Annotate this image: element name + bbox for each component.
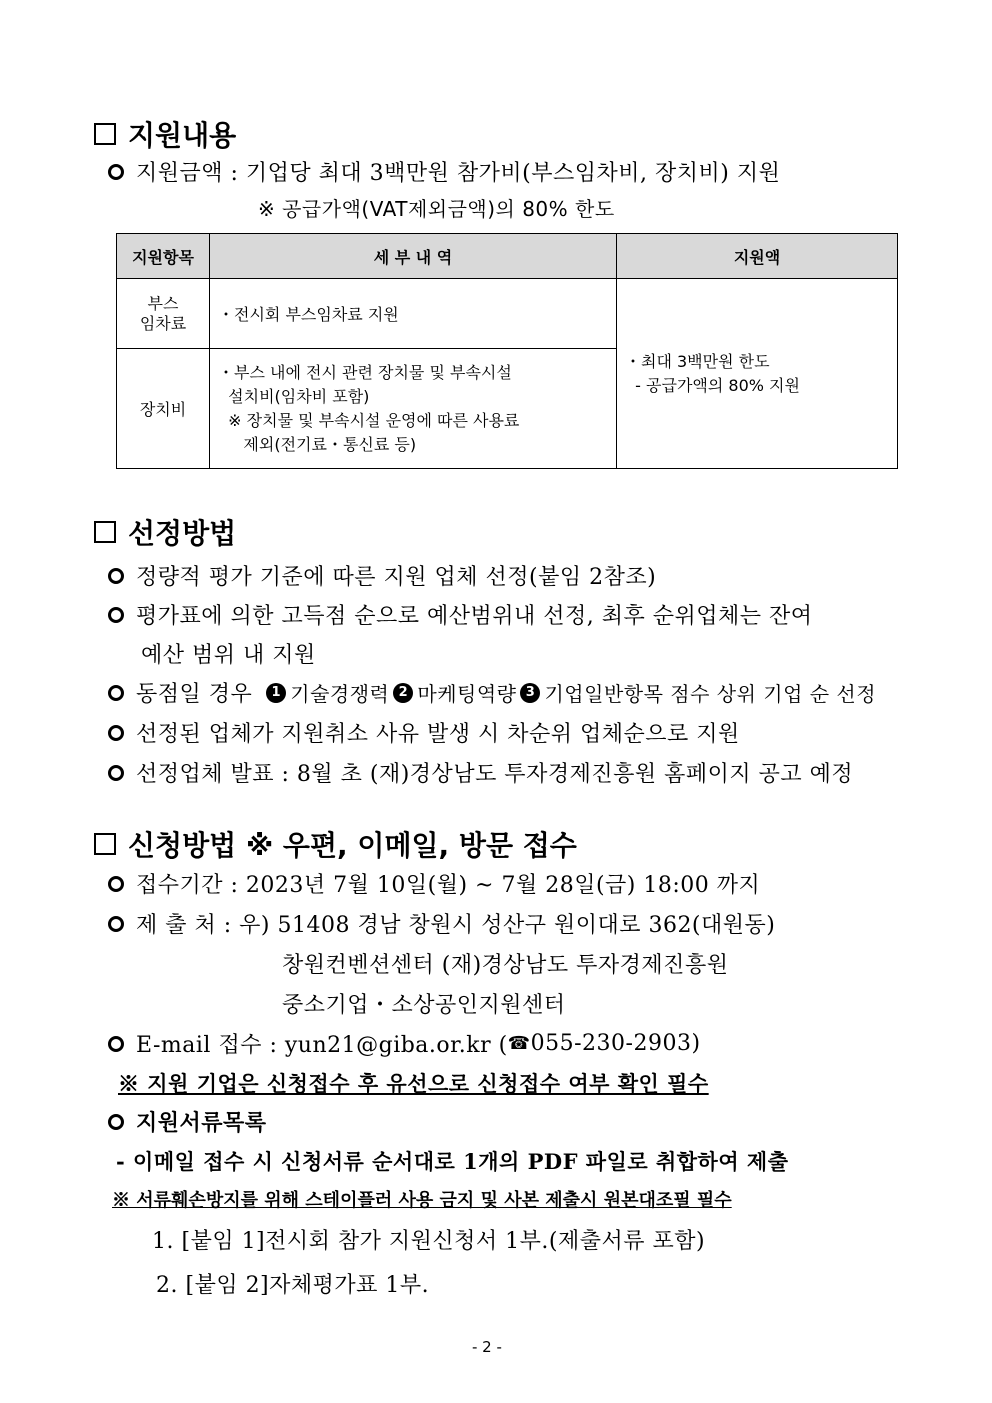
selection-heading: 선정방법 — [94, 512, 236, 552]
circle-bullet-icon — [108, 765, 124, 781]
table-cell-item: 부스 임차료 — [117, 279, 210, 349]
circle-bullet-icon — [108, 568, 124, 584]
application-heading: 신청방법 ※ 우편, 이메일, 방문 접수 — [94, 824, 577, 864]
checkbox-square-icon — [94, 833, 116, 855]
support-table — [116, 233, 898, 469]
page-number: - 2 - — [472, 1338, 502, 1356]
checkbox-square-icon — [94, 123, 116, 145]
circle-bullet-icon — [108, 1114, 124, 1130]
selection-item: 동점일 경우 1 기술경쟁력 2 마케팅역량 3 기업일반항목 점수 상위 기업 순 선정 — [108, 677, 876, 708]
support-note: ※ 공급가액(VAT제외금액)의 80% 한도 — [258, 197, 615, 221]
circle-bullet-icon — [108, 164, 124, 180]
selection-item: 정량적 평가 기준에 따른 지원 업체 선정(붙임 2참조) — [108, 560, 656, 591]
table-cell-detail: ・부스 내에 전시 관련 장치물 및 부속시설 설치비(임차비 포함) ※ 장치물 및 부속시설 운영에 따른 사용료 제외(전기료・통신료 등) — [210, 349, 617, 469]
selection-item: 선정된 업체가 지원취소 사유 발생 시 차순위 업체순으로 지원 — [108, 717, 740, 748]
selection-item: 평가표에 의한 고득점 순으로 예산범위내 선정, 최후 순위업체는 잔여 — [108, 599, 813, 630]
circle-bullet-icon — [108, 1036, 124, 1052]
support-amount-line: 지원금액 : 기업당 최대 3백만원 참가비(부스임차비, 장치비) 지원 — [108, 156, 780, 187]
docs-note: - 이메일 접수 시 신청서류 순서대로 1개의 PDF 파일로 취합하여 제출 — [116, 1149, 789, 1174]
notice-stapler: ※ 서류훼손방지를 위해 스테이플러 사용 금지 및 사본 제출시 원본대조필 필수 — [112, 1190, 732, 1211]
circle-bullet-icon — [108, 916, 124, 932]
application-address-line: 중소기업・소상공인지원센터 — [282, 993, 566, 1018]
table-header: 지원항목 — [117, 234, 210, 279]
application-email: E-mail 접수 : yun21@giba.or.kr ( ☎ 055-230-2903) — [108, 1028, 701, 1059]
circle-bullet-icon — [108, 685, 124, 701]
doc-item: 2. [붙임 2]자체평가표 1부. — [156, 1273, 430, 1298]
selection-item: 선정업체 발표 : 8월 초 (재)경상남도 투자경제진흥원 홈페이지 공고 예정 — [108, 757, 853, 788]
number-2-icon: 2 — [393, 683, 413, 703]
table-cell-amount: ・최대 3백만원 한도 - 공급가액의 80% 지원 — [617, 279, 898, 469]
selection-item-continued: 예산 범위 내 지원 — [141, 643, 316, 668]
docs-heading: 지원서류목록 — [108, 1106, 267, 1137]
phone-icon: ☎ — [507, 1033, 531, 1054]
application-address: 제 출 처 : 우) 51408 경남 창원시 성산구 원이대로 362(대원동) — [108, 908, 775, 939]
doc-item: 1. [붙임 1]전시회 참가 지원신청서 1부.(제출서류 포함) — [152, 1229, 706, 1254]
table-cell-item: 장치비 — [117, 349, 210, 469]
number-3-icon: 3 — [520, 683, 540, 703]
circle-bullet-icon — [108, 607, 124, 623]
table-cell-detail: ・전시회 부스임차료 지원 — [210, 279, 617, 349]
notice-phone-confirm: ※ 지원 기업은 신청접수 후 유선으로 신청접수 여부 확인 필수 — [118, 1071, 709, 1096]
support-heading: 지원내용 — [94, 114, 236, 154]
application-address-line: 창원컨벤션센터 (재)경상남도 투자경제진흥원 — [282, 953, 729, 978]
table-header: 지원액 — [617, 234, 898, 279]
application-period: 접수기간 : 2023년 7월 10일(월) ~ 7월 28일(금) 18:00 까지 — [108, 868, 760, 899]
number-1-icon: 1 — [266, 683, 286, 703]
circle-bullet-icon — [108, 725, 124, 741]
checkbox-square-icon — [94, 521, 116, 543]
circle-bullet-icon — [108, 876, 124, 892]
table-header: 세 부 내 역 — [210, 234, 617, 279]
